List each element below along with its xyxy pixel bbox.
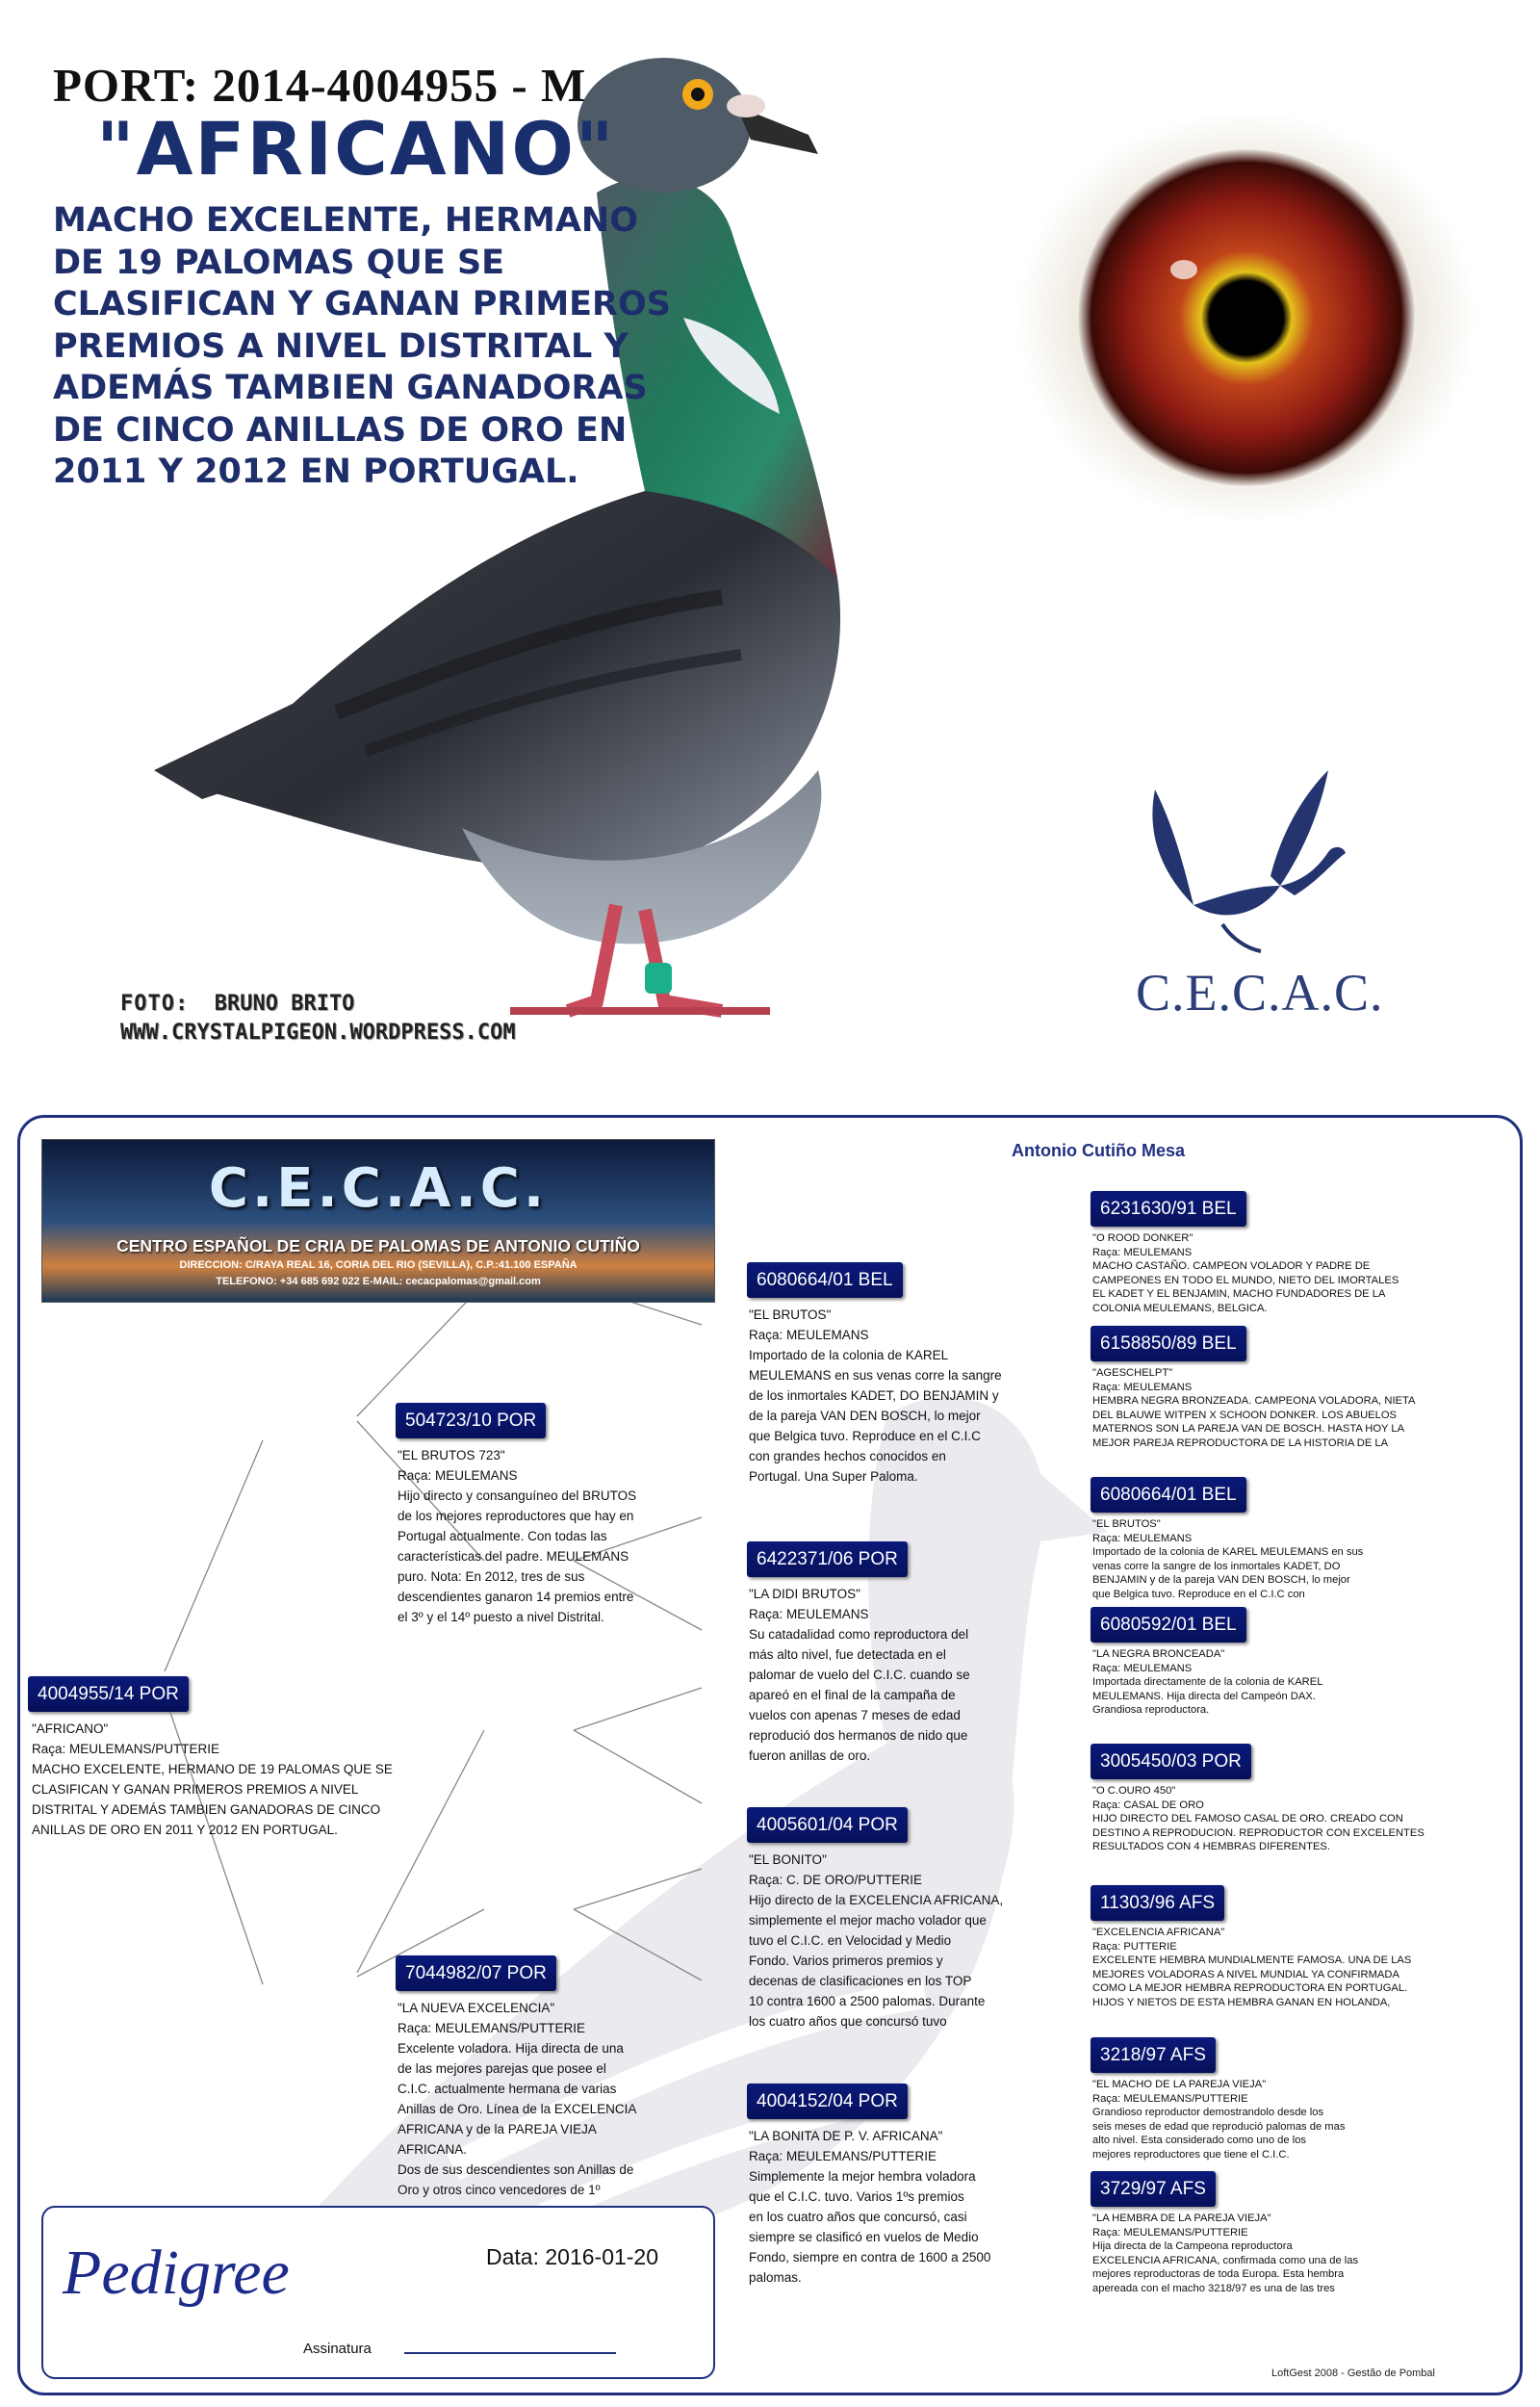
info-line: EXCELENTE HEMBRA MUNDIALMENTE FAMOSA. UNA DE LAS <box>1092 1954 1412 1966</box>
info-line: "EL BRUTOS" <box>749 1307 832 1322</box>
photo-author: BRUNO BRITO <box>214 992 355 1016</box>
info-line: palomar de vuelo del C.I.C. cuando se <box>749 1668 970 1682</box>
info-line: Excelente voladora. Hija directa de una <box>398 2041 624 2056</box>
info-line: de las mejores parejas que posee el <box>398 2061 606 2076</box>
info-line: palomas. <box>749 2270 802 2285</box>
ring-sire-sire[interactable]: 6080664/01 BEL <box>747 1262 903 1298</box>
banner-address: DIRECCION: C/RAYA REAL 16, CORIA DEL RIO (SEVILLA), C.P.:41.100 ESPAÑA <box>179 1259 578 1271</box>
brand-name: C.E.C.A.C. <box>1136 964 1384 1022</box>
info-line: Importado de la colonia de KAREL MEULEMANS en sus <box>1092 1546 1364 1558</box>
info-line: reprodució dos hermanos de nido que <box>749 1728 968 1743</box>
info-dam-dam <box>749 2126 1009 2288</box>
signature-box <box>41 2206 715 2379</box>
info-line: mejores reproductoras de toda Europa. Esta hembra <box>1092 2268 1345 2280</box>
info-sire <box>398 1445 638 1627</box>
pedigree-chart <box>17 1115 1523 2395</box>
ring-dam[interactable]: 7044982/07 POR <box>396 1955 556 1991</box>
info-sire-dam <box>749 1584 1014 1766</box>
description-line: DE 19 PALOMAS QUE SE <box>53 243 505 282</box>
ring-gen4-7[interactable]: 3218/97 AFS <box>1091 2037 1216 2073</box>
pedigree-title: Pedigree <box>63 2238 290 2308</box>
website-link[interactable]: WWW.CRYSTALPIGEON.WORDPRESS.COM <box>120 1021 516 1045</box>
info-line: CAMPEONES EN TODO EL MUNDO, NIETO DEL IMORTALES <box>1092 1274 1399 1286</box>
info-line: COLONIA MEULEMANS, BELGICA. <box>1092 1302 1268 1314</box>
info-line: Raça: MEULEMANS/PUTTERIE <box>32 1742 220 1756</box>
signature-label: Assinatura <box>303 2341 372 2357</box>
info-line: MEULEMANS. Hija directa del Campeón DAX. <box>1092 1690 1316 1702</box>
info-line: que Belgica tuvo. Reproduce en el C.I.C <box>749 1429 981 1443</box>
info-line: puro. Nota: En 2012, tres de sus <box>398 1569 585 1584</box>
info-line: C.I.C. actualmente hermana de varias <box>398 2082 617 2096</box>
info-gen4-1 <box>1092 1231 1424 1315</box>
info-line: Fondo, siempre en contra de 1600 a 2500 <box>749 2250 991 2265</box>
description-line: PREMIOS A NIVEL DISTRITAL Y <box>53 326 629 366</box>
owner-name: Antonio Cutiño Mesa <box>1012 1141 1185 1160</box>
info-line: MATERNOS SON LA PAREJA VAN DE BOSCH. HASTA HOY LA <box>1092 1423 1405 1435</box>
info-line: HEMBRA NEGRA BRONZEADA. CAMPEONA VOLADORA, NIETA <box>1092 1395 1416 1407</box>
info-line: MACHO CASTAÑO. CAMPEON VOLADOR Y PADRE DE <box>1092 1260 1371 1272</box>
info-line: Anillas de Oro. Línea de la EXCELENCIA <box>398 2102 637 2116</box>
info-line: Raça: MEULEMANS/PUTTERIE <box>749 2149 937 2163</box>
info-line: Fondo. Varios primeros premios y <box>749 1954 943 1968</box>
info-line: DISTRITAL Y ADEMÁS TAMBIEN GANADORAS DE CINCO <box>32 1802 381 1817</box>
info-line: "O C.OURO 450" <box>1092 1785 1176 1797</box>
info-line: de los mejores reproductores que hay en <box>398 1509 634 1523</box>
ring-gen4-2[interactable]: 6158850/89 BEL <box>1091 1326 1246 1361</box>
info-line: mejores reproductores que tiene el C.I.C. <box>1092 2148 1290 2161</box>
banner-subtitle: CENTRO ESPAÑOL DE CRIA DE PALOMAS DE ANTONIO CUTIÑO <box>116 1236 640 1255</box>
info-line: de los inmortales KADET, DO BENJAMIN y <box>749 1388 999 1403</box>
info-line: Hijo directo y consanguíneo del BRUTOS <box>398 1488 637 1503</box>
ring-gen4-5[interactable]: 3005450/03 POR <box>1091 1744 1251 1779</box>
info-line: Raça: MEULEMANS <box>1092 1246 1193 1258</box>
info-line: MEULEMANS en sus venas corre la sangre <box>749 1368 1002 1383</box>
banner-contact: TELEFONO: +34 685 692 022 E-MAIL: cecacpalomas@gmail.com <box>216 1276 541 1287</box>
info-line: AFRICANA y de la PAREJA VIEJA AFRICANA. <box>398 2122 597 2157</box>
info-line: COMO LA MEJOR HEMBRA REPRODUCTORA EN PORTUGAL. <box>1092 1982 1408 1994</box>
photo-credit <box>120 990 516 1048</box>
info-line: descendientes ganaron 14 premios entre <box>398 1590 634 1604</box>
info-line: "EL BRUTOS 723" <box>398 1448 505 1462</box>
info-line: Simplemente la mejor hembra voladora <box>749 2169 976 2184</box>
info-line: DEL BLAUWE WITPEN X SCHOON DONKER. LOS ABUELOS <box>1092 1409 1398 1421</box>
info-line: Raça: MEULEMANS/PUTTERIE <box>1092 2092 1248 2105</box>
info-line: BENJAMIN y de la pareja VAN DEN BOSCH, lo mejor <box>1092 1574 1350 1586</box>
description-line: CLASIFICAN Y GANAN PRIMEROS <box>53 285 671 324</box>
info-line: Raça: CASAL DE ORO <box>1092 1799 1204 1811</box>
info-line: tuvo el C.I.C. en Velocidad y Medio <box>749 1933 952 1948</box>
ring-sire[interactable]: 504723/10 POR <box>396 1403 546 1438</box>
info-line: "EL MACHO DE LA PAREJA VIEJA" <box>1092 2079 1267 2090</box>
info-line: Grandiosa reproductora. <box>1092 1704 1210 1716</box>
info-line: 10 contra 1600 a 2500 palomas. Durante <box>749 1994 986 2008</box>
info-line: Raça: PUTTERIE <box>1092 1940 1177 1953</box>
info-line: Importada directamente de la colonia de KAREL <box>1092 1676 1323 1688</box>
info-dam-sire <box>749 1850 1018 2032</box>
info-line: siempre se clasificó en vuelos de Medio <box>749 2230 979 2244</box>
eye-photo <box>1011 106 1482 530</box>
info-line: de la pareja VAN DEN BOSCH, lo mejor <box>749 1409 981 1423</box>
info-line: fueron anillas de oro. <box>749 1748 871 1763</box>
info-dam <box>398 1998 638 2200</box>
info-line: "O ROOD DONKER" <box>1092 1232 1194 1244</box>
info-line: "LA HEMBRA DE LA PAREJA VIEJA" <box>1092 2213 1271 2224</box>
info-line: ANILLAS DE ORO EN 2011 Y 2012 EN PORTUGAL. <box>32 1823 338 1837</box>
info-line: "LA NUEVA EXCELENCIA" <box>398 2001 555 2015</box>
info-line: DESTINO A REPRODUCION. REPRODUCTOR CON EXCELENTES <box>1092 1826 1424 1839</box>
pigeon-name: "AFRICANO" <box>96 106 616 192</box>
info-line: Su catadalidad como reproductora del <box>749 1627 969 1642</box>
info-subject <box>32 1719 484 1840</box>
info-line: Portugal actualmente. Con todas las <box>398 1529 607 1543</box>
info-line: "EXCELENCIA AFRICANA" <box>1092 1927 1225 1938</box>
info-line: Hija directa de la Campeona reproductora <box>1092 2240 1293 2252</box>
ring-gen4-4[interactable]: 6080592/01 BEL <box>1091 1607 1246 1643</box>
info-line: apereada con el macho 3218/97 es una de las tres <box>1092 2282 1335 2294</box>
info-line: Raça: C. DE ORO/PUTTERIE <box>749 1873 923 1887</box>
ring-gen4-8[interactable]: 3729/97 AFS <box>1091 2171 1216 2207</box>
info-line: decenas de clasificaciones en los TOP <box>749 1974 972 1988</box>
info-line: Dos de sus descendientes son Anillas de <box>398 2162 634 2177</box>
info-gen4-4 <box>1092 1647 1424 1718</box>
info-line: "AFRICANO" <box>32 1721 109 1736</box>
ring-gen4-3[interactable]: 6080664/01 BEL <box>1091 1477 1246 1513</box>
info-line: MEJORES VOLADORAS A NIVEL MUNDIAL YA CONFIRMADA <box>1092 1968 1399 1980</box>
ring-gen4-6[interactable]: 11303/96 AFS <box>1091 1885 1224 1921</box>
signature-line[interactable] <box>404 2352 616 2354</box>
pigeon-description <box>53 200 746 494</box>
ring-dam-sire[interactable]: 4005601/04 POR <box>747 1807 908 1843</box>
info-line: Importado de la colonia de KAREL <box>749 1348 949 1362</box>
info-line: los cuatro años que concursó tuvo <box>749 2014 947 2029</box>
info-line: vuelos con apenas 7 meses de edad <box>749 1708 961 1722</box>
info-line: que el C.I.C. tuvo. Varios 1ºs premios <box>749 2189 964 2204</box>
info-line: Raça: MEULEMANS <box>749 1607 869 1621</box>
description-line: ADEMÁS TAMBIEN GANADORAS <box>53 369 648 407</box>
info-line: Raça: MEULEMANS/PUTTERIE <box>1092 2226 1248 2239</box>
info-line: MACHO EXCELENTE, HERMANO DE 19 PALOMAS QUE SE <box>32 1762 393 1776</box>
info-line: HIJO DIRECTO DEL FAMOSO CASAL DE ORO. CREADO CON <box>1092 1813 1403 1825</box>
info-line: alto nivel. Esta considerado como uno de los <box>1092 2135 1307 2146</box>
info-line: "LA NEGRA BRONCEADA" <box>1092 1648 1225 1660</box>
info-line: EXCELENCIA AFRICANA, confirmada como una de las <box>1092 2254 1359 2266</box>
info-line: "LA DIDI BRUTOS" <box>749 1587 860 1601</box>
ring-subject[interactable]: 4004955/14 POR <box>28 1676 189 1712</box>
info-sire-sire <box>749 1305 1014 1487</box>
info-line: Raça: MEULEMANS <box>398 1468 518 1483</box>
info-gen4-7 <box>1092 2078 1424 2161</box>
info-gen4-3 <box>1092 1517 1424 1601</box>
ring-gen4-1[interactable]: 6231630/91 BEL <box>1091 1191 1246 1227</box>
info-line: CLASIFICAN Y GANAN PRIMEROS PREMIOS A NIVEL <box>32 1782 359 1797</box>
info-line: RESULTADOS CON 4 HEMBRAS DIFERENTES. <box>1092 1841 1330 1852</box>
photo-label: FOTO: <box>120 992 190 1016</box>
info-line: Raça: MEULEMANS <box>1092 1662 1193 1674</box>
cecac-logo <box>1136 761 1384 1030</box>
description-line: 2011 Y 2012 EN PORTUGAL. <box>53 453 579 491</box>
info-line: HIJOS Y NIETOS DE ESTA HEMBRA GANAN EN HOLANDA, <box>1092 1996 1391 2008</box>
poster <box>0 0 1540 1078</box>
info-gen4-8 <box>1092 2212 1424 2295</box>
info-gen4-6 <box>1092 1926 1424 2009</box>
info-line: con grandes hechos conocidos en <box>749 1449 946 1463</box>
info-line: simplemente el mejor macho volador que <box>749 1913 987 1928</box>
info-line: "EL BONITO" <box>749 1852 827 1867</box>
dove-icon <box>1136 761 1367 953</box>
ring-sire-dam[interactable]: 6422371/06 POR <box>747 1541 908 1577</box>
info-line: en los cuatro años que concursó, casi <box>749 2210 967 2224</box>
info-line: Raça: MEULEMANS <box>749 1328 869 1342</box>
info-line: Oro y otros cinco vencedores de 1º <box>398 2183 601 2197</box>
info-line: Raça: MEULEMANS <box>1092 1532 1193 1544</box>
software-footer: LoftGest 2008 - Gestão de Pombal <box>1271 2368 1435 2379</box>
info-line: MEJOR PAREJA REPRODUCTORA DE LA HISTORIA DE LA <box>1092 1436 1389 1449</box>
info-line: seis meses de edad que reprodució palomas de mas <box>1092 2120 1346 2133</box>
info-line: EL KADET Y EL BENJAMIN, MACHO FUNDADORES DE LA <box>1092 1288 1386 1300</box>
ring-dam-dam[interactable]: 4004152/04 POR <box>747 2083 908 2119</box>
pedigree-date: Data: 2016-01-20 <box>486 2244 659 2269</box>
cecac-banner <box>41 1139 715 1303</box>
info-gen4-5 <box>1092 1784 1424 1854</box>
info-line: Portugal. Una Super Paloma. <box>749 1469 918 1484</box>
description-line: DE CINCO ANILLAS DE ORO EN <box>53 410 628 450</box>
info-line: que Belgica tuvo. Reproduce en el C.I.C con <box>1092 1588 1305 1600</box>
info-line: "LA BONITA DE P. V. AFRICANA" <box>749 2129 943 2143</box>
description-line: MACHO EXCELENTE, HERMANO <box>53 201 638 240</box>
info-gen4-2 <box>1092 1366 1424 1450</box>
info-line: más alto nivel, fue detectada en el <box>749 1647 946 1662</box>
info-line: Hijo directo de la EXCELENCIA AFRICANA, <box>749 1893 1004 1907</box>
info-line: Raça: MEULEMANS <box>1092 1381 1193 1393</box>
info-line: "EL BRUTOS" <box>1092 1518 1161 1530</box>
banner-title: C.E.C.A.C. <box>208 1157 549 1220</box>
info-line: el 3º y el 14º puesto a nivel Distrital. <box>398 1610 604 1624</box>
info-line: venas corre la sangre de los inmortales KADET, DO <box>1092 1560 1341 1572</box>
info-line: "AGESCHELPT" <box>1092 1367 1173 1379</box>
info-line: Grandioso reproductor demostrandolo desde los <box>1092 2107 1324 2118</box>
info-line: Raça: MEULEMANS/PUTTERIE <box>398 2021 586 2035</box>
port-ring-number: PORT: 2014-4004955 - M <box>53 59 587 112</box>
info-line: apareó en el final de la campaña de <box>749 1688 956 1702</box>
info-line: características del padre. MEULEMANS <box>398 1549 629 1564</box>
